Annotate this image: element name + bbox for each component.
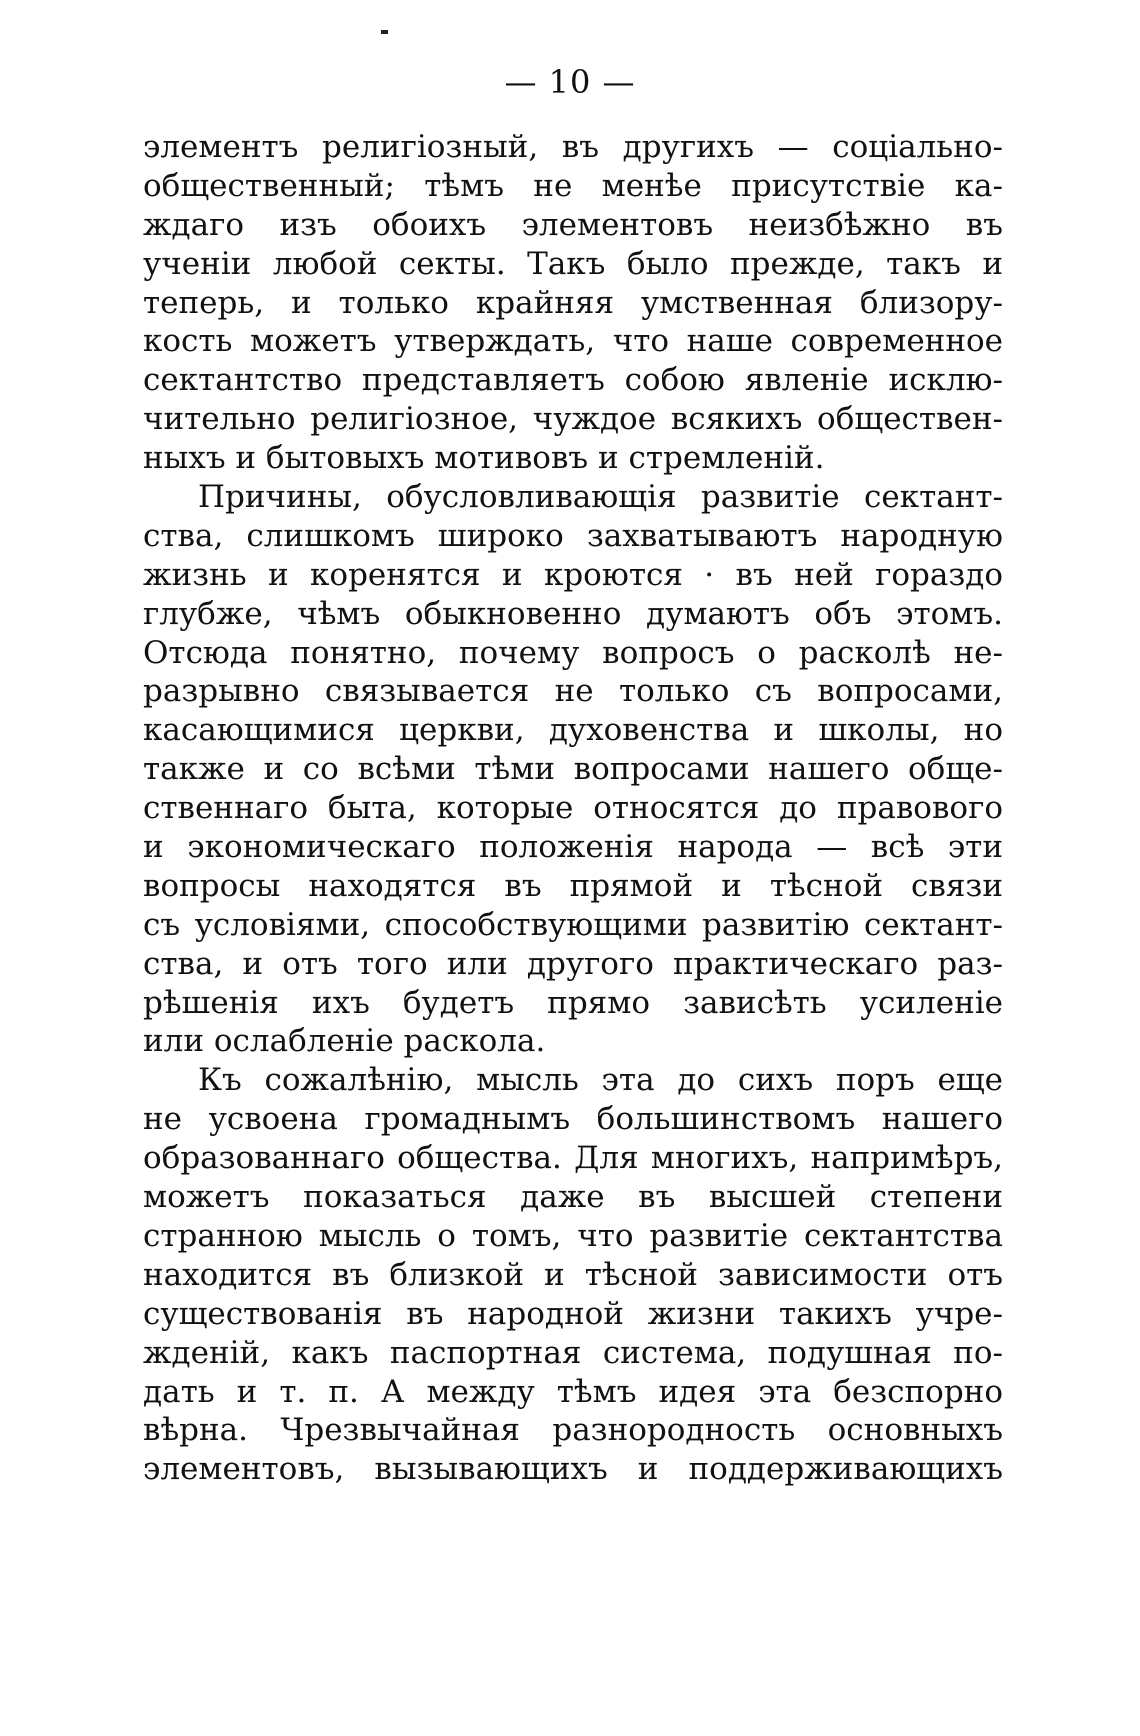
text-line: ственнаго быта, которые относятся до правового xyxy=(143,790,1003,827)
text-line: вѣрна. Чрезвычайная разнородность основныхъ xyxy=(143,1412,1003,1449)
text-line: вопросы находятся въ прямой и тѣсной связи xyxy=(143,867,1003,904)
text-line: образованнаго общества. Для многихъ, напримѣръ, xyxy=(143,1140,1003,1177)
text-line: ства, слишкомъ широко захватываютъ народную xyxy=(143,517,1003,554)
text-line: Причины, обусловливающія развитіе сектант- xyxy=(198,479,1003,516)
text-line: глубже, чѣмъ обыкновенно думаютъ объ этомъ. xyxy=(143,595,1003,632)
text-line: ученіи любой секты. Такъ было прежде, такъ и xyxy=(143,245,1003,282)
text-line: ства, и отъ того или другого практическаго раз- xyxy=(143,945,1003,982)
text-line: можетъ показаться даже въ высшей степени xyxy=(143,1179,1003,1216)
text-line: находится въ близкой и тѣсной зависимости отъ xyxy=(143,1256,1003,1293)
text-line: жизнь и коренятся и кроются · въ ней гораздо xyxy=(143,556,1003,593)
text-line: касающимися церкви, духовенства и школы, но xyxy=(143,712,1003,749)
text-line: странною мысль о томъ, что развитіе сектантства xyxy=(143,1217,1003,1254)
text-line: ныхъ и бытовыхъ мотивовъ и стремленій. xyxy=(143,440,825,477)
text-line: или ослабленіе раскола. xyxy=(143,1023,546,1060)
text-line: и экономическаго положенія народа — всѣ эти xyxy=(143,829,1003,866)
text-line: общественный; тѣмъ не менѣе присутствіе ка- xyxy=(143,167,1003,204)
text-line: ждаго изъ обоихъ элементовъ неизбѣжно въ xyxy=(143,206,1003,243)
text-line: кость можетъ утверждать, что наше современное xyxy=(143,323,1003,360)
page-number: — 10 — xyxy=(504,63,636,101)
text-line: съ условіями, способствующими развитію сектант- xyxy=(143,906,1003,943)
text-line: также и со всѣми тѣми вопросами нашего обще- xyxy=(143,751,1003,788)
text-line: рѣшенія ихъ будетъ прямо зависѣть усиленіе xyxy=(143,984,1003,1021)
text-line: существованія въ народной жизни такихъ учре- xyxy=(143,1295,1003,1332)
text-line: жденій, какъ паспортная система, подушная по- xyxy=(143,1334,1003,1371)
text-line: Къ сожалѣнію, мысль эта до сихъ поръ еще xyxy=(198,1062,1003,1099)
print-mark xyxy=(381,30,388,34)
body-text xyxy=(143,128,1003,1489)
text-line: дать и т. п. А между тѣмъ идея эта безспорно xyxy=(143,1373,1003,1410)
text-line: сектантство представляетъ собою явленіе исклю- xyxy=(143,362,1003,399)
text-line: теперь, и только крайняя умственная близору- xyxy=(143,284,1003,321)
text-line: чительно религіозное, чуждое всякихъ обществен- xyxy=(143,401,1003,438)
text-line: элементовъ, вызывающихъ и поддерживающихъ xyxy=(143,1451,1003,1488)
text-line: Отсюда понятно, почему вопросъ о расколѣ не- xyxy=(143,634,1003,671)
text-line: разрывно связывается не только съ вопросами, xyxy=(143,673,1003,710)
text-line: элементъ религіозный, въ другихъ — соціально- xyxy=(143,129,1003,165)
text-line: не усвоена громаднымъ большинствомъ нашего xyxy=(143,1101,1003,1138)
